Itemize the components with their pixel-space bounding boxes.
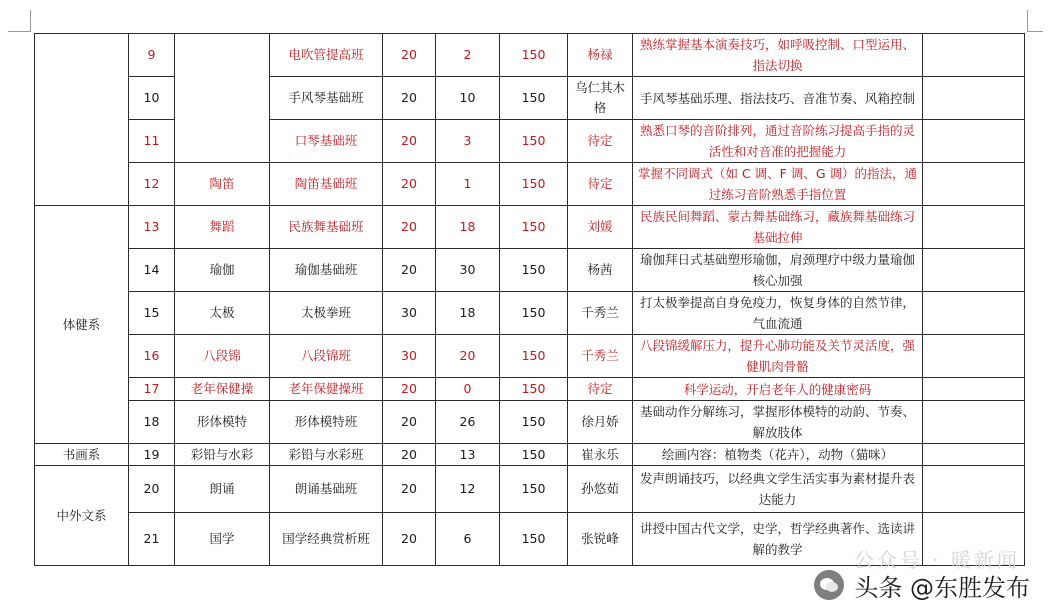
row-number: 11 [129,120,175,163]
price-value: 150 [500,249,568,292]
table-row [35,444,1025,466]
teacher-name: 孙悠茹 [568,466,633,513]
count-value: 1 [436,163,500,206]
price-value: 150 [500,163,568,206]
price-value: 150 [500,292,568,335]
price-value: 150 [500,206,568,249]
blank-cell [923,34,1025,77]
age-value: 20 [383,466,436,513]
teacher-name: 待定 [568,378,633,401]
course-name: 瑜伽 [175,249,270,292]
age-value: 30 [383,335,436,378]
course-description: 掌握不同调式（如 C 调、F 调、G 调）的指法，通过练习音阶熟悉手指位置 [633,163,923,206]
count-value: 18 [436,206,500,249]
teacher-name: 刘媛 [568,206,633,249]
class-name: 八段锦班 [270,335,383,378]
count-value: 10 [436,77,500,120]
age-value: 20 [383,77,436,120]
category-cell-empty [35,34,129,206]
course-name: 朗诵 [175,466,270,513]
corner-mark-top-left-h [8,31,30,32]
table-row [35,34,1025,77]
price-value: 150 [500,120,568,163]
course-name: 太极 [175,292,270,335]
row-number: 14 [129,249,175,292]
class-name: 手风琴基础班 [270,77,383,120]
watermark-faint-text: 公众号 · 暖新闻 [853,548,1020,572]
course-description: 基础动作分解练习，掌握形体模特的动韵、节奏、解放肢体 [633,401,923,444]
teacher-name: 千秀兰 [568,292,633,335]
blank-cell [923,120,1025,163]
age-value: 20 [383,34,436,77]
age-value: 20 [383,378,436,401]
class-name: 国学经典赏析班 [270,513,383,566]
teacher-name: 乌仁其木格 [568,77,633,120]
teacher-name: 崔永乐 [568,444,633,466]
corner-mark-top-right-v [1027,10,1028,32]
teacher-name: 待定 [568,120,633,163]
teacher-name: 张锐峰 [568,513,633,566]
class-name: 太极拳班 [270,292,383,335]
table-row [35,249,1025,292]
age-value: 20 [383,163,436,206]
course-cell-merged [175,34,270,163]
category-cell: 书画系 [35,444,129,466]
price-value: 150 [500,444,568,466]
count-value: 26 [436,401,500,444]
blank-cell [923,444,1025,466]
wechat-logo-icon [814,570,844,600]
course-table [34,33,1025,566]
table-row [35,401,1025,444]
age-value: 30 [383,292,436,335]
table-row [35,466,1025,513]
blank-cell [923,77,1025,120]
count-value: 3 [436,120,500,163]
count-value: 12 [436,466,500,513]
age-value: 20 [383,444,436,466]
table-row [35,335,1025,378]
teacher-name: 徐月娇 [568,401,633,444]
age-value: 20 [383,513,436,566]
count-value: 2 [436,34,500,77]
count-value: 6 [436,513,500,566]
blank-cell [923,249,1025,292]
category-cell: 体健系 [35,206,129,444]
blank-cell [923,292,1025,335]
count-value: 18 [436,292,500,335]
course-name: 陶笛 [175,163,270,206]
class-name: 老年保健操班 [270,378,383,401]
row-number: 20 [129,466,175,513]
blank-cell [923,378,1025,401]
course-description: 八段锦缓解压力，提升心肺功能及关节灵活度，强健肌肉骨骼 [633,335,923,378]
table-row [35,163,1025,206]
blank-cell [923,335,1025,378]
course-description: 发声朗诵技巧，以经典文学生活实事为素材提升表达能力 [633,466,923,513]
price-value: 150 [500,378,568,401]
teacher-name: 杨禄 [568,34,633,77]
age-value: 20 [383,401,436,444]
price-value: 150 [500,77,568,120]
blank-cell [923,401,1025,444]
class-name: 陶笛基础班 [270,163,383,206]
row-number: 21 [129,513,175,566]
count-value: 30 [436,249,500,292]
class-name: 朗诵基础班 [270,466,383,513]
row-number: 19 [129,444,175,466]
blank-cell [923,163,1025,206]
price-value: 150 [500,34,568,77]
price-value: 150 [500,335,568,378]
row-number: 16 [129,335,175,378]
class-name: 形体模特班 [270,401,383,444]
table-row [35,206,1025,249]
course-name: 八段锦 [175,335,270,378]
watermark [814,565,1030,605]
price-value: 150 [500,513,568,566]
class-name: 彩铅与水彩班 [270,444,383,466]
blank-cell [923,206,1025,249]
age-value: 20 [383,206,436,249]
price-value: 150 [500,466,568,513]
course-description: 熟练掌握基本演奏技巧，如呼吸控制、口型运用、指法切换 [633,34,923,77]
age-value: 20 [383,249,436,292]
course-description: 科学运动，开启老年人的健康密码 [633,378,923,401]
table-row [35,378,1025,401]
corner-mark-top-left-v [30,10,31,32]
course-description: 绘画内容：植物类（花卉），动物（猫咪） [633,444,923,466]
teacher-name: 待定 [568,163,633,206]
count-value: 20 [436,335,500,378]
row-number: 17 [129,378,175,401]
row-number: 9 [129,34,175,77]
course-description: 民族民间舞蹈、蒙古舞基础练习，藏族舞基础练习基础拉伸 [633,206,923,249]
course-name: 形体模特 [175,401,270,444]
course-description: 讲授中国古代文学，史学，哲学经典著作、选读讲解的教学 [633,513,923,566]
course-description: 手风琴基础乐理、指法技巧、音准节奏、风箱控制 [633,77,923,120]
class-name: 口琴基础班 [270,120,383,163]
table-row [35,292,1025,335]
teacher-name: 杨茜 [568,249,633,292]
teacher-name: 千秀兰 [568,335,633,378]
class-name: 民族舞基础班 [270,206,383,249]
course-name: 国学 [175,513,270,566]
price-value: 150 [500,401,568,444]
row-number: 15 [129,292,175,335]
class-name: 瑜伽基础班 [270,249,383,292]
course-name: 彩铅与水彩 [175,444,270,466]
row-number: 18 [129,401,175,444]
course-description: 打太极拳提高自身免疫力，恢复身体的自然节律，气血流通 [633,292,923,335]
course-name: 老年保健操 [175,378,270,401]
row-number: 12 [129,163,175,206]
count-value: 0 [436,378,500,401]
course-description: 熟悉口琴的音阶排列，通过音阶练习提高手指的灵活性和对音准的把握能力 [633,120,923,163]
blank-cell [923,466,1025,513]
course-name: 舞蹈 [175,206,270,249]
corner-mark-top-right-h [1027,31,1043,32]
age-value: 20 [383,120,436,163]
course-description: 瑜伽拜日式基础塑形瑜伽，肩颈理疗中级力量瑜伽核心加强 [633,249,923,292]
row-number: 13 [129,206,175,249]
category-cell: 中外文系 [35,466,129,566]
row-number: 10 [129,77,175,120]
count-value: 13 [436,444,500,466]
watermark-text: 头条 @东胜发布 [854,573,1030,602]
class-name: 电吹管提高班 [270,34,383,77]
